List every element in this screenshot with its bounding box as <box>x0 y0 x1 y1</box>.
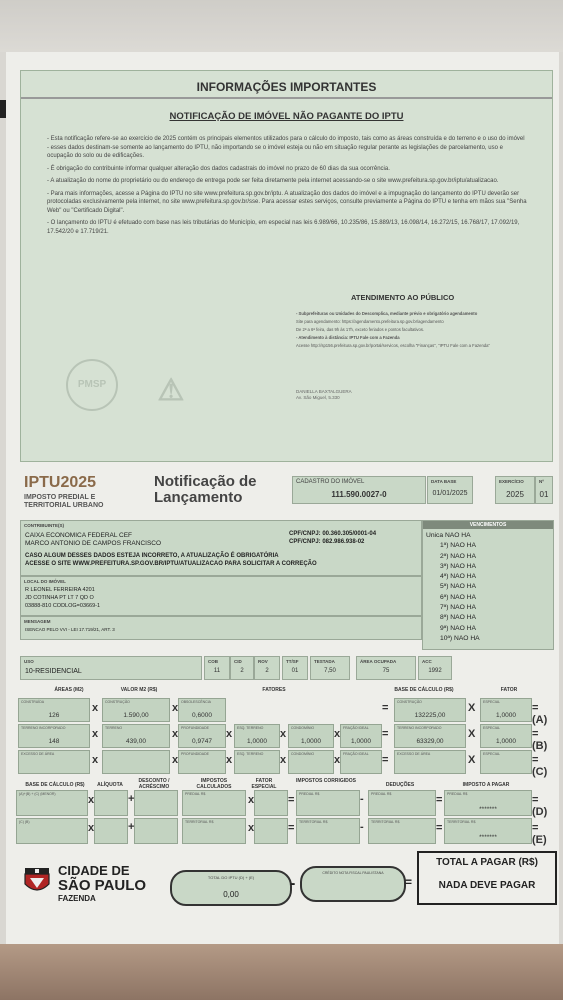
multiply-sign: x <box>88 794 95 806</box>
credito-nfp-field <box>300 866 406 902</box>
esq-terreno-field <box>234 724 280 748</box>
minus-sign: - <box>360 821 364 833</box>
contribuinte-cpf: CPF/CNPJ: 082.986.938-02 <box>289 539 365 545</box>
lancamento-form <box>14 462 553 857</box>
field-label: FRAÇÃO IDEAL <box>343 726 369 730</box>
vencimento-item: 4ª) NAO HA <box>440 573 476 581</box>
field-label: EXCESSO DE ÁREA <box>21 752 55 756</box>
valor-excesso-field <box>102 750 170 774</box>
field-label: ESPECIAL <box>483 700 501 704</box>
fator-especial-field <box>480 698 532 722</box>
imp-header-aliquota: ALÍQUOTA <box>97 782 123 788</box>
multiply-sign: x <box>226 754 233 766</box>
equals-sign: = <box>288 822 295 834</box>
cid-field <box>230 656 254 680</box>
minus-sign: - <box>290 875 296 892</box>
base-calculo-header: BASE DE CÁLCULO (R$) <box>394 687 454 693</box>
field-label: CONDOMÍNIO <box>291 726 315 730</box>
vencimento-item: 5ª) NAO HA <box>440 583 476 591</box>
vencimentos-box <box>422 520 554 650</box>
multiply-sign: x <box>92 702 99 714</box>
field-label: TERRITORIAL R$ <box>185 820 214 824</box>
acc-field <box>418 656 452 680</box>
mensagem-box <box>20 616 422 640</box>
multiply-sign: x <box>248 794 255 806</box>
equals-sign: = <box>436 822 443 834</box>
fator-especial-field <box>254 790 288 816</box>
imp-header-fator: FATOR ESPECIAL <box>251 778 277 790</box>
city-name-line2: SÃO PAULO <box>58 877 147 894</box>
field-value: 1,0000 <box>496 738 516 745</box>
areas-header: ÁREAS (M2) <box>54 687 84 693</box>
vencimento-item: 8ª) NAO HA <box>440 614 476 622</box>
equals-sign: = <box>382 754 389 766</box>
multiply-sign: X <box>468 754 476 766</box>
valor-construcao-field <box>102 698 170 722</box>
desconto-field <box>134 790 178 816</box>
field-label: CONSTRUÇÃO <box>105 700 130 704</box>
desconto-field <box>134 818 178 844</box>
total-pagar-value: NADA DEVE PAGAR <box>438 880 536 891</box>
multiply-sign: x <box>280 728 287 740</box>
result-e-label: =(E) <box>532 822 547 846</box>
vencimentos-label: VENCIMENTOS <box>423 521 553 529</box>
numero-label: Nº <box>539 479 544 484</box>
local-box <box>20 576 422 616</box>
excesso-area-field <box>18 750 90 774</box>
equals-sign: = <box>382 702 389 714</box>
testada-value: 7,50 <box>324 668 336 674</box>
cob-value: 11 <box>213 668 221 674</box>
field-label: PROFUNDIDADE <box>181 726 210 730</box>
area-ocupada-label: ÁREA OCUPADA <box>360 659 397 664</box>
multiply-sign: x <box>172 702 179 714</box>
field-label: TERRITORIAL R$ <box>299 820 328 824</box>
multiply-sign: x <box>172 728 179 740</box>
vencimento-item: 9ª) NAO HA <box>440 624 476 632</box>
predial-corrigido-field <box>296 790 360 816</box>
profundidade-field <box>178 750 226 774</box>
base-territorial-field <box>16 818 88 844</box>
info-paragraph: - É obrigação do contribuinte informar qualquer alteração dos dados cadastrais do imóvel no prazo de 60 dias da sua ocorrência. <box>47 165 390 172</box>
valor-m2-header: VALOR M2 (R$) <box>120 687 158 693</box>
aliquota-field <box>94 818 128 844</box>
field-value: 1,0000 <box>301 738 321 745</box>
multiply-sign: x <box>172 754 179 766</box>
mensagem-label: MENSAGEM <box>24 619 51 624</box>
fator-header: FATOR <box>500 687 518 693</box>
sao-paulo-coat-of-arms-icon <box>22 866 52 896</box>
result-a-label: =(A) <box>532 702 548 726</box>
iptu-title: IPTU2025 <box>24 474 97 491</box>
contribuinte-name: CAIXA ECONOMICA FEDERAL CEF <box>25 532 133 539</box>
correction-notice: CASO ALGUM DESSES DADOS ESTEJA INCORRETO, A ATUALIZAÇÃO É OBRIGATÓRIA <box>25 553 279 559</box>
info-paragraph: - Esta notificação refere-se ao exercício de 2025 contém os principais elementos utilizados para o cálculo do imposto, tais como as áreas construída e do terreno e o uso do imóvel - esses dados destinam-se somente ao lançamento do IPTU, não importando se o imóvel esteja ou não em situação regular perante as legislações de parcelamento, uso e ocupação do solo ou de edificações. <box>47 136 525 159</box>
vencimento-item: 7ª) NAO HA <box>440 604 476 612</box>
correction-notice: ACESSE O SITE WWW.PREFEITURA.SP.GOV.BR/IPTU/ATUALIZACAO PARA SOLICITAR A CORREÇÃO <box>25 561 317 567</box>
acc-value: 1992 <box>428 668 442 674</box>
atendimento-line: Site para agendamento: https://agendamento.prefeitura.sp.gov.br/agendamento <box>296 319 444 324</box>
multiply-sign: x <box>226 728 233 740</box>
contribuinte-label: CONTRIBUINTE(S) <box>24 523 64 528</box>
imp-header-pagar: IMPOSTO A PAGAR <box>462 782 510 788</box>
imposto-predial-field <box>444 790 532 816</box>
field-value: 126 <box>48 712 60 719</box>
field-value: 439,00 <box>126 738 146 745</box>
field-label: PREDIAL R$ <box>299 792 320 796</box>
field-label: ESPECIAL <box>483 752 501 756</box>
data-base-label: DATA BASE <box>431 479 457 484</box>
field-label: TERRENO INCORPORADO <box>397 726 442 730</box>
esq-terreno-field <box>234 750 280 774</box>
equals-sign: = <box>436 794 443 806</box>
field-value: 1,0000 <box>351 738 371 745</box>
rov-label: ROV <box>258 659 268 664</box>
base-predial-field <box>16 790 88 816</box>
field-label: CONSTRUÍDA <box>21 700 45 704</box>
data-base-field <box>427 476 473 504</box>
background-floor <box>0 944 563 1000</box>
rov-field <box>254 656 280 680</box>
area-ocupada-value: 75 <box>382 668 390 674</box>
atendimento-line: Acesse http://sp156.prefeitura.sp.gov.br/portal/servicos, escolha "Finanças", "IPTU Fale com a Fazenda" <box>296 343 490 348</box>
total-pagar-label: TOTAL A PAGAR (R$) <box>436 857 538 868</box>
field-value: 0,9747 <box>192 738 212 745</box>
atendimento-line: - Subprefeituras ou Unidades do Descomplica, mediante prévio e obrigatório agendamento <box>296 311 478 316</box>
field-label: PROFUNDIDADE <box>181 752 210 756</box>
signature-block <box>296 389 352 401</box>
rov-value: 2 <box>265 668 269 674</box>
imposto-territorial-field <box>444 818 532 844</box>
imp-header-base: BASE DE CÁLCULO (R$) <box>25 782 85 788</box>
field-label: ESPECIAL <box>483 726 501 730</box>
field-value: 1,0000 <box>247 738 267 745</box>
equals-sign: = <box>288 794 295 806</box>
multiply-sign: x <box>88 822 95 834</box>
field-label: CONSTRUÇÃO <box>397 700 422 704</box>
background-top <box>0 0 563 52</box>
info-title: INFORMAÇÕES IMPORTANTES <box>196 80 377 94</box>
multiply-sign: x <box>334 754 341 766</box>
vencimento-item: 2ª) NAO HA <box>440 552 476 560</box>
info-body <box>47 135 527 240</box>
cadastro-field <box>292 476 426 504</box>
atendimento-body <box>296 311 536 351</box>
territorial-calculado-field <box>182 818 246 844</box>
local-label: LOCAL DO IMÓVEL <box>24 579 66 584</box>
local-line: R LEONEL FERREIRA 4201 <box>25 587 95 593</box>
multiply-sign: X <box>468 728 476 740</box>
condominio-field <box>288 750 334 774</box>
profundidade-field <box>178 724 226 748</box>
vencimento-item: Unica NAO HA <box>426 532 471 539</box>
numero-field <box>535 476 553 504</box>
tt-label: TT/SF <box>286 659 299 664</box>
vencimento-item: 10ª) NAO HA <box>440 634 480 642</box>
page-edge-mark <box>0 100 6 118</box>
plus-sign: + <box>128 821 135 833</box>
equals-sign: = <box>405 875 413 889</box>
field-label: TERRITORIAL R$ <box>447 820 476 824</box>
uso-value: 10-RESIDENCIAL <box>25 668 82 675</box>
fracao-ideal-field <box>340 724 382 748</box>
result-c-label: =(C) <box>532 754 548 778</box>
vencimento-item: 1ª) NAO HA <box>440 542 476 550</box>
exercicio-field <box>495 476 535 504</box>
atendimento-title: ATENDIMENTO AO PÚBLICO <box>351 293 455 302</box>
vencimentos-list <box>426 531 480 644</box>
cob-label: COB <box>208 659 218 664</box>
result-d-label: =(D) <box>532 794 548 818</box>
city-name-line1: CIDADE DE <box>58 863 130 878</box>
equals-sign: = <box>382 728 389 740</box>
field-label: ESQ. TERRENO <box>237 752 264 756</box>
local-line: 03888-810 CODLOG=03669-1 <box>25 603 101 609</box>
uso-label: USO <box>24 659 34 664</box>
total-iptu-field <box>170 870 292 906</box>
testada-field <box>310 656 350 680</box>
result-b-label: =(B) <box>532 728 548 752</box>
field-label: CONDOMÍNIO <box>291 752 315 756</box>
data-base-value: 01/01/2025 <box>432 490 468 497</box>
field-label: (C) (B) <box>19 820 30 824</box>
watermark-warning-icon: ⚠ <box>157 374 185 407</box>
total-iptu-label: TOTAL DO IPTU (D) + (E) <box>207 875 255 880</box>
mensagem-text: ISENCAO PELO VVI - LEI 17.719/21, ART. 3 <box>25 627 115 632</box>
field-value: 132225,00 <box>414 712 446 719</box>
base-excesso-field <box>394 750 466 774</box>
field-value: 63329,00 <box>416 738 444 745</box>
fator-especial-field <box>480 750 532 774</box>
cid-value: 2 <box>240 668 244 674</box>
atendimento-line: - Atendimento à distância: IPTU Fale com a Fazenda <box>296 335 400 340</box>
field-label: OBSOLESCÊNCIA <box>181 700 211 704</box>
predial-calculado-field <box>182 790 246 816</box>
valor-terreno-field <box>102 724 170 748</box>
territorial-corrigido-field <box>296 818 360 844</box>
aliquota-field <box>94 790 128 816</box>
area-construida-field <box>18 698 90 722</box>
cadastro-label: CADASTRO DO IMÓVEL <box>296 479 365 485</box>
field-value: 0,6000 <box>192 712 212 719</box>
info-section <box>20 70 553 462</box>
notificacao-line1: Notificação de <box>154 473 257 490</box>
testada-label: TESTADA <box>314 659 335 664</box>
base-construcao-field <box>394 698 466 722</box>
notificacao-line2: Lançamento <box>154 489 243 506</box>
base-terreno-field <box>394 724 466 748</box>
field-value: 1,0000 <box>496 712 516 719</box>
local-line: JD COTINHA PT LT 7 QD O <box>25 595 94 601</box>
fracao-ideal-field <box>340 750 382 774</box>
plus-sign: + <box>128 793 135 805</box>
fazenda-label: FAZENDA <box>58 894 96 903</box>
info-subtitle: NOTIFICAÇÃO DE IMÓVEL NÃO PAGANTE DO IPTU <box>169 111 404 122</box>
field-label: FRAÇÃO IDEAL <box>343 752 369 756</box>
tt-value: 01 <box>291 668 299 674</box>
field-label: EXCESSO DE ÁREA <box>397 752 431 756</box>
exercicio-label: EXERCÍCIO <box>499 479 524 484</box>
footer <box>14 856 553 936</box>
multiply-sign: x <box>280 754 287 766</box>
acc-label: ACC <box>422 659 432 664</box>
multiply-sign: x <box>92 754 99 766</box>
total-iptu-value: 0,00 <box>223 890 239 899</box>
contribuinte-cpf: CPF/CNPJ: 00.360.305/0001-04 <box>289 531 377 537</box>
imp-header-deducoes: DEDUÇÕES <box>385 782 415 788</box>
deducao-predial-field <box>368 790 436 816</box>
iptu-subtitle: IMPOSTO PREDIAL E TERRITORIAL URBANO <box>24 494 104 509</box>
field-label: TERRENO <box>105 726 123 730</box>
field-value: ******* <box>479 806 497 813</box>
fator-especial-field <box>254 818 288 844</box>
divider <box>21 97 552 99</box>
imp-header-calculados: IMPOSTOS CALCULADOS <box>196 778 232 790</box>
minus-sign: - <box>360 793 364 805</box>
field-label: TERRENO INCORPORADO <box>21 726 66 730</box>
vencimento-item: 3ª) NAO HA <box>440 562 476 570</box>
notificacao-title <box>154 474 257 506</box>
tt-field <box>282 656 308 680</box>
area-terreno-field <box>18 724 90 748</box>
info-paragraph: - Para mais informações, acesse a Página do IPTU no site www.prefeitura.sp.gov.br/iptu. A atualização dos dados do imóvel e a impugnação do lançamento do IPTU deverão ser protocoladas exclusivamente pela internet, no site www.prefeitura.sp.gov.br/sse. Para acessar estes serviços, consulte previamente a Página do IPTU e tenha em mãos sua "Senha Web" ou "Certificado Digital". <box>47 190 527 214</box>
field-label: PREDIAL R$ <box>185 792 206 796</box>
field-label: TERRITORIAL R$ <box>371 820 400 824</box>
field-label: PREDIAL R$ <box>447 792 468 796</box>
info-paragraph: - O lançamento do IPTU é efetuado com base nas leis tributárias do Município, em especial nas leis 6.989/66, 10.235/86, 15.889/13, 16.098/14, 16.272/15, 16.768/17, 17.092/19, 17.542/20 e 17.719/21. <box>47 220 520 235</box>
exercicio-value: 2025 <box>506 490 524 499</box>
credito-nfp-label: CRÉDITO NOTA FISCAL PAULISTANA <box>322 871 384 875</box>
multiply-sign: x <box>92 728 99 740</box>
vencimento-item: 6ª) NAO HA <box>440 593 476 601</box>
field-label: ESQ. TERRENO <box>237 726 264 730</box>
numero-value: 01 <box>539 490 549 499</box>
watermark-seal: PMSP <box>66 359 118 411</box>
signature-name: DANIELLA BAXTALGUERA <box>296 389 352 394</box>
field-value: ******* <box>479 834 497 841</box>
field-label: PREDIAL R$ <box>371 792 392 796</box>
signature-address: Av. São Miguel, 5.330 <box>296 395 340 400</box>
imp-header-corrigidos: IMPOSTOS CORRIGIDOS <box>296 778 356 784</box>
multiply-sign: X <box>468 702 476 714</box>
multiply-sign: x <box>248 822 255 834</box>
info-paragraph: - A atualização do nome do proprietário ou do endereço de entrega pode ser feita diretamente pela internet acessando-se o site www.prefeitura.sp.gov.br/iptu/atualizacao. <box>47 178 499 184</box>
fatores-header: FATORES <box>262 687 286 693</box>
contribuinte-box <box>20 520 422 576</box>
deducao-territorial-field <box>368 818 436 844</box>
total-pagar-box <box>417 851 557 905</box>
field-value: 1.590,00 <box>123 712 149 719</box>
fator-especial-field <box>480 724 532 748</box>
field-value: 148 <box>48 738 60 745</box>
contribuinte-name: MARCO ANTONIO DE CAMPOS FRANCISCO <box>25 540 162 547</box>
atendimento-line: De 2ª a 6ª feira, das 9h às 17h, exceto feriados e pontos facultativos. <box>296 327 425 332</box>
obsolescencia-field <box>178 698 226 722</box>
cadastro-value: 111.590.0027-0 <box>331 490 387 499</box>
uso-field <box>20 656 202 680</box>
imp-header-desconto: DESCONTO / ACRÉSCIMO <box>138 778 170 790</box>
area-ocupada-field <box>356 656 416 680</box>
field-label: (A)+(B) + (C) (MENOR) <box>19 792 56 796</box>
cid-label: CID <box>234 659 242 664</box>
multiply-sign: x <box>334 728 341 740</box>
cob-field <box>204 656 230 680</box>
condominio-field <box>288 724 334 748</box>
